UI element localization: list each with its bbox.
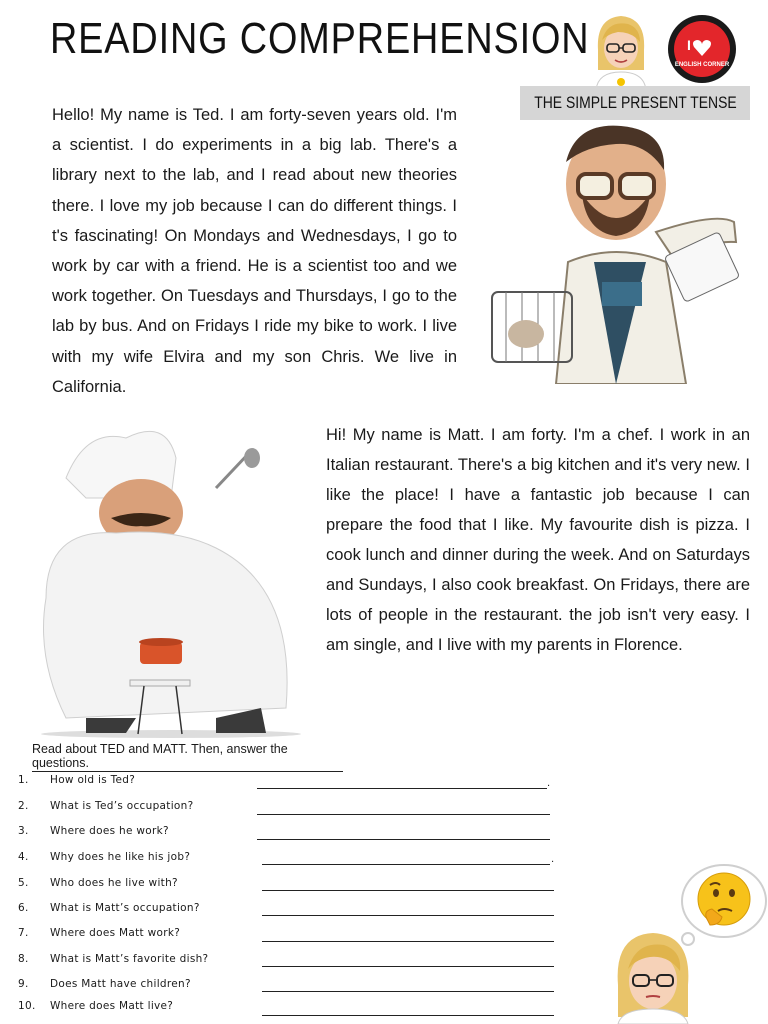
question-1 (18, 774, 135, 786)
question-number: 7. (18, 927, 29, 939)
page-title: READING COMPREHENSION (50, 14, 590, 63)
question-6 (18, 902, 200, 914)
question-text: Who does he live with? (50, 877, 178, 889)
question-number: 5. (18, 877, 29, 889)
question-10 (18, 1000, 173, 1012)
ted-passage: Hello! My name is Ted. I am forty-seven years old. I'm a scientist. I do experiments in a big lab. There's a library next to the lab, and I read about new theories there. I love my job because I can do different things. I t's fascinating! On Mondays and Wednesdays, I go to work by car with a friend. He is a scientist too and we work together. On Tuesdays and Thursdays, I go to the lab by bus. And on Fridays I ride my bike to work. I live with my wife Elvira and my son Chris. We live in California. (52, 106, 457, 396)
svg-text:I: I (687, 37, 691, 53)
question-text: Why does he like his job? (50, 851, 191, 863)
badge-text: ENGLISH CORNER (674, 62, 730, 68)
question-text: Where does Matt work? (50, 927, 181, 939)
question-8 (18, 953, 208, 965)
answer-line-9[interactable] (262, 991, 554, 992)
question-number: 4. (18, 851, 29, 863)
question-3 (18, 825, 169, 837)
question-4 (18, 851, 190, 863)
chef-illustration (26, 418, 316, 740)
question-number: 6. (18, 902, 29, 914)
question-text: Where does Matt live? (50, 1000, 174, 1012)
question-number: 10. (18, 1000, 36, 1012)
subtitle-banner (520, 86, 750, 120)
answer-dot: . (551, 854, 555, 865)
english-corner-badge-icon (667, 14, 737, 84)
question-number: 8. (18, 953, 29, 965)
answer-line-4[interactable] (262, 864, 550, 865)
answer-line-2[interactable] (257, 814, 550, 815)
question-text: What is Ted’s occupation? (50, 800, 194, 812)
question-number: 2. (18, 800, 29, 812)
question-number: 1. (18, 774, 29, 786)
answer-line-1[interactable] (257, 788, 547, 789)
question-text: Does Matt have children? (50, 978, 191, 990)
matt-passage: Hi! My name is Matt. I am forty. I'm a chef. I work in an Italian restaurant. There's a big kitchen and it's very new. I like the place! I have a fantastic job because I can prepare the food that I like. My favourite dish is pizza. I cook lunch and dinner during the week. And on Saturdays and Sundays, I also cook breakfast. On Fridays, there are lots of people in the restaurant. the job isn't very easy. I am single, and I live with my parents in Florence. (326, 426, 750, 654)
teacher-avatar-icon (608, 925, 698, 1024)
question-text: What is Matt’s favorite dish? (50, 953, 209, 965)
question-2 (18, 800, 193, 812)
scientist-illustration (486, 122, 748, 384)
question-text: Where does he work? (50, 825, 169, 837)
answer-line-3[interactable] (257, 839, 550, 840)
answer-line-7[interactable] (262, 941, 554, 942)
question-text: What is Matt’s occupation? (50, 902, 200, 914)
answer-line-5[interactable] (262, 890, 554, 891)
question-9 (18, 978, 191, 990)
question-5 (18, 877, 178, 889)
answer-line-10[interactable] (262, 1015, 554, 1016)
question-number: 9. (18, 978, 29, 990)
answer-dot: . (547, 778, 551, 789)
question-number: 3. (18, 825, 29, 837)
subtitle-text: THE SIMPLE PRESENT TENSE (533, 93, 737, 112)
answer-line-6[interactable] (262, 915, 554, 916)
question-text: How old is Ted? (50, 774, 136, 786)
question-7 (18, 927, 180, 939)
answer-line-8[interactable] (262, 966, 554, 967)
teacher-avatar-icon (588, 10, 654, 90)
instruction-text: Read about TED and MATT. Then, answer the questions. (32, 742, 343, 772)
